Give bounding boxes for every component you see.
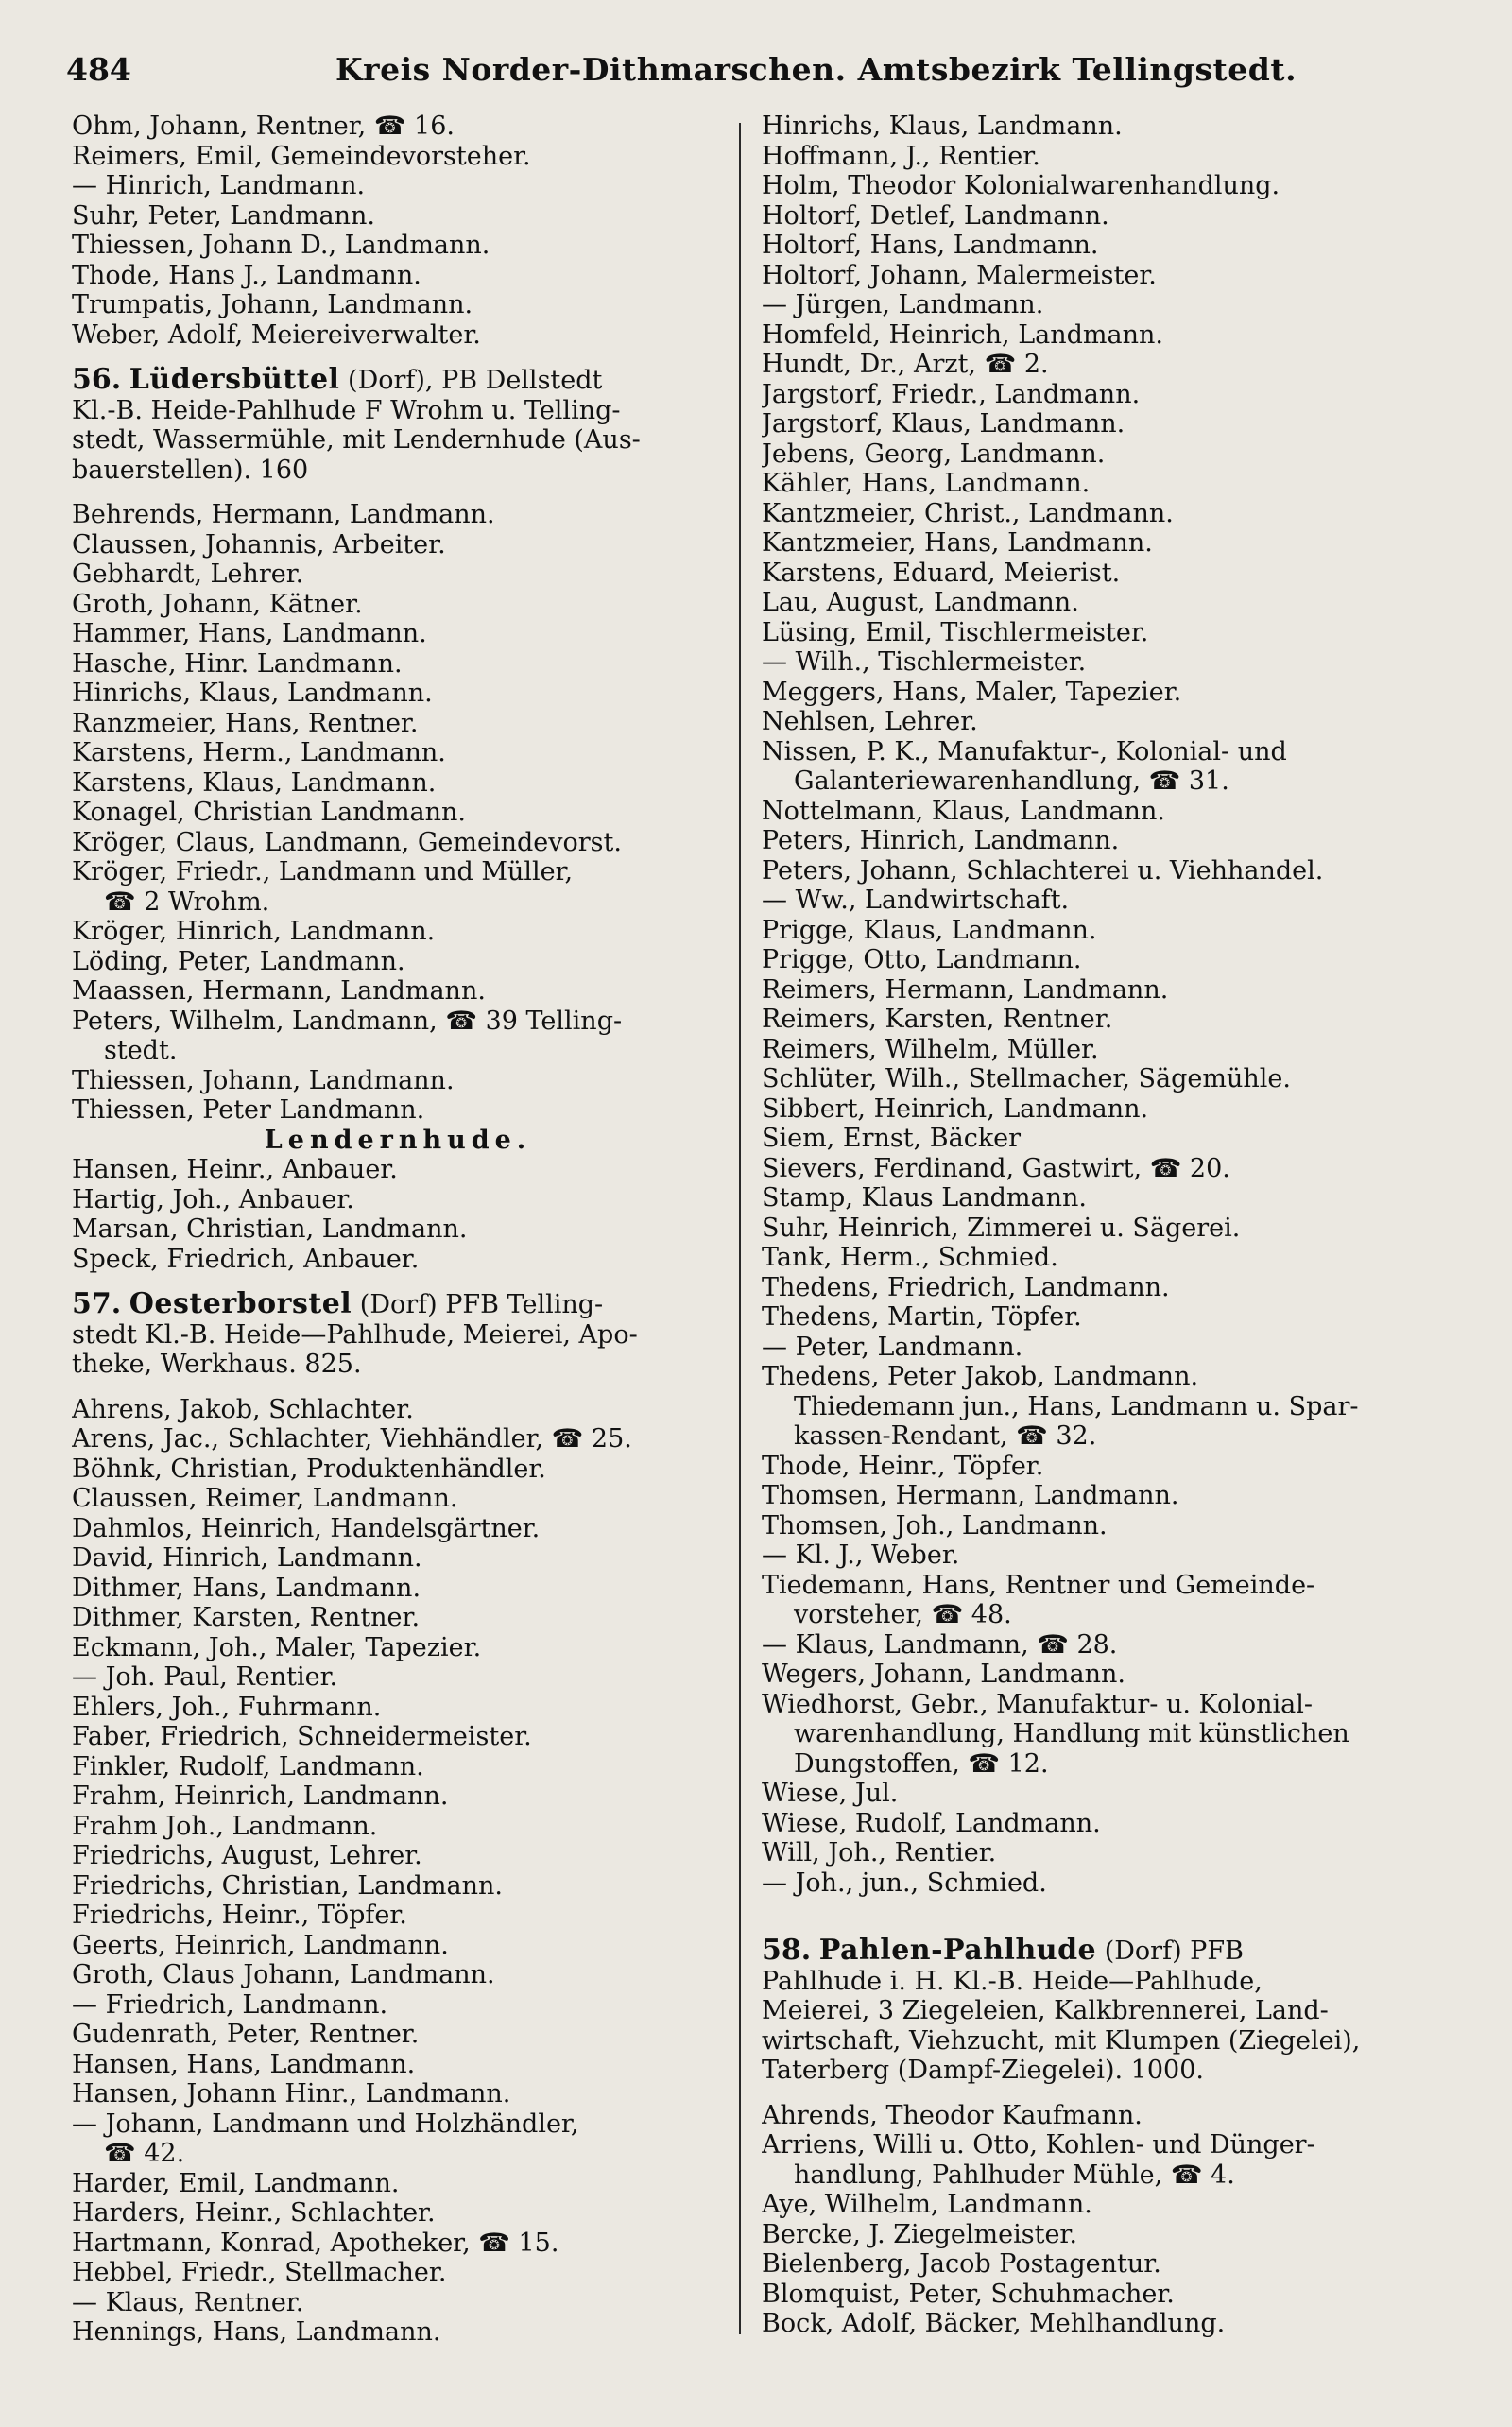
- list-item: Lüsing, Emil, Tischlermeister.: [762, 617, 1149, 647]
- list-item: Gebhardt, Lehrer.: [72, 559, 304, 589]
- right-column: [762, 112, 1442, 2339]
- section-desc: Kl.-B. Heide-Pahlhude F Wrohm u. Telling-: [72, 395, 621, 425]
- list-item: Meggers, Hans, Maler, Tapezier.: [762, 677, 1182, 707]
- list-item: Hansen, Hans, Landmann.: [72, 2049, 416, 2079]
- list-item: Dithmer, Hans, Landmann.: [72, 1573, 421, 1603]
- list-item: Nehlsen, Lehrer.: [762, 707, 978, 736]
- section-desc: wirtschaft, Viehzucht, mit Klumpen (Ziegelei),: [762, 2025, 1361, 2056]
- section-desc: stedt Kl.-B. Heide—Pahlhude, Meierei, Apo-: [72, 1319, 638, 1350]
- list-item: Lau, August, Landmann.: [762, 588, 1079, 617]
- list-item: Dithmer, Karsten, Rentner.: [72, 1603, 421, 1632]
- list-item: Kröger, Friedr., Landmann und Müller,: [72, 857, 574, 886]
- list-item: Thiessen, Johann, Landmann.: [72, 1065, 455, 1095]
- list-item: Thiedemann jun., Hans, Landmann u. Spar-: [794, 1391, 1359, 1421]
- list-item: Wiedhorst, Gebr., Manufaktur- u. Kolonial-: [762, 1689, 1313, 1719]
- list-item: Wegers, Johann, Landmann.: [762, 1660, 1125, 1689]
- list-item: Finkler, Rudolf, Landmann.: [72, 1751, 424, 1782]
- list-item: — Klaus, Rentner.: [72, 2287, 304, 2317]
- list-item: warenhandlung, Handlung mit künstlichen: [794, 1719, 1349, 1748]
- list-item: Homfeld, Heinrich, Landmann.: [762, 319, 1163, 350]
- left-top-list: [72, 112, 724, 350]
- list-item: Hundt, Dr., Arzt, ☎ 2.: [762, 350, 1049, 379]
- section-name: Pahlen-Pahlhude: [818, 1936, 1097, 1967]
- list-item: Wiese, Jul.: [762, 1779, 899, 1808]
- list-item: Jargstorf, Friedr., Landmann.: [762, 379, 1141, 409]
- list-item: Holm, Theodor Kolonialwarenhandlung.: [762, 171, 1280, 200]
- list-item: Hartmann, Konrad, Apotheker, ☎ 15.: [72, 2228, 559, 2258]
- list-item: Harders, Heinr., Schlachter.: [72, 2198, 436, 2228]
- list-item: Claussen, Johannis, Arbeiter.: [72, 529, 446, 559]
- list-item: Will, Joh., Rentier.: [762, 1838, 997, 1868]
- list-item: Thomsen, Joh., Landmann.: [762, 1510, 1108, 1541]
- list-item: Dahmlos, Heinrich, Handelsgärtner.: [72, 1513, 541, 1543]
- list-item: — Peter, Landmann.: [762, 1332, 1023, 1362]
- list-item: Peters, Wilhelm, Landmann, ☎ 39 Telling-: [72, 1006, 623, 1036]
- list-item: kassen-Rendant, ☎ 32.: [794, 1421, 1097, 1451]
- list-item: stedt.: [104, 1036, 178, 1065]
- list-item: Weber, Adolf, Meiereiverwalter.: [72, 319, 481, 350]
- list-item: Karstens, Herm., Landmann.: [72, 738, 446, 767]
- list-item: Prigge, Otto, Landmann.: [762, 945, 1082, 974]
- list-item: Thiessen, Peter Landmann.: [72, 1095, 425, 1125]
- section-desc: Pahlhude i. H. Kl.-B. Heide—Pahlhude,: [762, 1966, 1263, 1996]
- list-item: — Johann, Landmann und Holzhändler,: [72, 2109, 579, 2139]
- list-item: Thode, Heinr., Töpfer.: [762, 1451, 1044, 1481]
- list-item: Nottelmann, Klaus, Landmann.: [762, 796, 1165, 826]
- list-item: Hasche, Hinr. Landmann.: [72, 648, 403, 679]
- section-desc: Meierei, 3 Ziegeleien, Kalkbrennerei, Land-: [762, 1996, 1329, 2025]
- list-item: Suhr, Heinrich, Zimmerei u. Sägerei.: [762, 1213, 1241, 1243]
- list-item: Thedens, Peter Jakob, Landmann.: [762, 1362, 1199, 1391]
- list-item: Speck, Friedrich, Anbauer.: [72, 1244, 420, 1274]
- list-item: Sibbert, Heinrich, Landmann.: [762, 1093, 1149, 1124]
- list-item: Geerts, Heinrich, Landmann.: [72, 1930, 449, 1960]
- list-item: Hebbel, Friedr., Stellmacher.: [72, 2258, 447, 2287]
- list-item: Thiessen, Johann D., Landmann.: [72, 231, 490, 260]
- left-column: [72, 112, 724, 2348]
- list-item: Thedens, Martin, Töpfer.: [762, 1302, 1082, 1332]
- list-item: Eckmann, Joh., Maler, Tapezier.: [72, 1632, 482, 1662]
- section-desc: (Dorf) PFB Telling-: [359, 1290, 604, 1319]
- list-item: Kröger, Hinrich, Landmann.: [72, 917, 436, 946]
- list-item: Behrends, Hermann, Landmann.: [72, 500, 495, 529]
- section-57-entries: [72, 1395, 724, 2348]
- list-item: — Joh. Paul, Rentier.: [72, 1662, 338, 1692]
- list-item: Reimers, Wilhelm, Müller.: [762, 1034, 1099, 1064]
- list-item: Jebens, Georg, Landmann.: [762, 439, 1106, 469]
- list-item: Groth, Johann, Kätner.: [72, 589, 363, 619]
- list-item: Blomquist, Peter, Schuhmacher.: [762, 2279, 1175, 2309]
- list-item: Trumpatis, Johann, Landmann.: [72, 290, 473, 319]
- list-item: Hammer, Hans, Landmann.: [72, 619, 427, 648]
- section-number: 57.: [72, 1289, 122, 1320]
- list-item: — Friedrich, Landmann.: [72, 1989, 388, 2020]
- list-item: Wiese, Rudolf, Landmann.: [762, 1808, 1101, 1838]
- list-item: Tank, Herm., Schmied.: [762, 1243, 1058, 1272]
- list-item: Reimers, Emil, Gemeindevorsteher.: [72, 141, 531, 171]
- list-item: Harder, Emil, Landmann.: [72, 2168, 400, 2198]
- list-item: handlung, Pahlhuder Mühle, ☎ 4.: [794, 2160, 1235, 2190]
- list-item: Friedrichs, August, Lehrer.: [72, 1841, 422, 1870]
- section-number: 56.: [72, 365, 122, 396]
- column-divider: [739, 123, 741, 2334]
- list-item: Hennings, Hans, Landmann.: [72, 2317, 441, 2347]
- list-item: Kantzmeier, Christ., Landmann.: [762, 498, 1174, 528]
- page-number: 484: [66, 51, 131, 88]
- list-item: Löding, Peter, Landmann.: [72, 946, 405, 976]
- section-57: [72, 1289, 724, 1380]
- list-item: Ehlers, Joh., Fuhrmann.: [72, 1692, 382, 1722]
- list-item: Thedens, Friedrich, Landmann.: [762, 1272, 1170, 1302]
- section-desc: (Dorf), PB Dellstedt: [348, 366, 603, 395]
- list-item: Marsan, Christian, Landmann.: [72, 1214, 468, 1244]
- list-item: Tiedemann, Hans, Rentner und Gemeinde-: [762, 1570, 1315, 1600]
- list-item: Hoffmann, J., Rentier.: [762, 141, 1040, 171]
- list-item: Peters, Hinrich, Landmann.: [762, 826, 1120, 855]
- right-top-list: [762, 112, 1442, 1898]
- section-58-entries: [762, 2101, 1442, 2339]
- list-item: — Ww., Landwirtschaft.: [762, 886, 1070, 915]
- page-title: Kreis Norder-Dithmarschen. Amtsbezirk Tellingstedt.: [335, 51, 1297, 88]
- list-item: Ahrends, Theodor Kaufmann.: [762, 2100, 1143, 2130]
- list-item: Ohm, Johann, Rentner, ☎ 16.: [72, 112, 455, 141]
- list-item: Friedrichs, Christian, Landmann.: [72, 1870, 503, 1901]
- list-item: Holtorf, Hans, Landmann.: [762, 231, 1099, 260]
- list-item: Groth, Claus Johann, Landmann.: [72, 1960, 495, 1989]
- list-item: — Jürgen, Landmann.: [762, 290, 1044, 319]
- section-desc: Taterberg (Dampf-Ziegelei). 1000.: [762, 2056, 1204, 2085]
- list-item: Galanteriewarenhandlung, ☎ 31.: [794, 766, 1229, 796]
- section-56-entries: [72, 500, 724, 1126]
- list-item: Hansen, Johann Hinr., Landmann.: [72, 2079, 511, 2109]
- list-item: vorsteher, ☎ 48.: [794, 1600, 1012, 1629]
- list-item: Dungstoffen, ☎ 12.: [794, 1748, 1049, 1779]
- list-item: Karstens, Eduard, Meierist.: [762, 558, 1121, 588]
- list-item: Frahm, Heinrich, Landmann.: [72, 1782, 449, 1811]
- section-desc: stedt, Wassermühle, mit Lendernhude (Aus-: [72, 425, 641, 455]
- list-item: ☎ 42.: [104, 2139, 185, 2168]
- list-item: Karstens, Klaus, Landmann.: [72, 767, 437, 798]
- list-item: — Hinrich, Landmann.: [72, 171, 366, 200]
- list-item: Hartig, Joh., Anbauer.: [72, 1184, 354, 1214]
- list-item: Stamp, Klaus Landmann.: [762, 1183, 1087, 1213]
- list-item: David, Hinrich, Landmann.: [72, 1543, 422, 1573]
- list-item: Bielenberg, Jacob Postagentur.: [762, 2249, 1161, 2279]
- list-item: Ahrens, Jakob, Schlachter.: [72, 1394, 414, 1424]
- list-item: — Joh., jun., Schmied.: [762, 1868, 1047, 1898]
- list-item: Friedrichs, Heinr., Töpfer.: [72, 1901, 407, 1930]
- list-item: Konagel, Christian Landmann.: [72, 798, 467, 827]
- list-item: Claussen, Reimer, Landmann.: [72, 1484, 458, 1513]
- page-header: [66, 42, 1465, 98]
- list-item: Frahm Joh., Landmann.: [72, 1811, 378, 1841]
- list-item: Kantzmeier, Hans, Landmann.: [762, 528, 1153, 558]
- list-item: Schlüter, Wilh., Stellmacher, Sägemühle.: [762, 1064, 1291, 1093]
- list-item: Sievers, Ferdinand, Gastwirt, ☎ 20.: [762, 1153, 1230, 1183]
- list-item: Faber, Friedrich, Schneidermeister.: [72, 1722, 532, 1751]
- section-name: Lüdersbüttel: [129, 365, 340, 396]
- list-item: Holtorf, Johann, Malermeister.: [762, 260, 1157, 290]
- list-item: Gudenrath, Peter, Rentner.: [72, 2020, 420, 2049]
- list-item: Ranzmeier, Hans, Rentner.: [72, 708, 419, 738]
- list-item: Thomsen, Hermann, Landmann.: [762, 1481, 1179, 1510]
- list-item: Maassen, Hermann, Landmann.: [72, 976, 486, 1006]
- list-item: Prigge, Klaus, Landmann.: [762, 915, 1097, 945]
- list-item: — Wilh., Tischlermeister.: [762, 647, 1087, 677]
- section-58: [762, 1936, 1442, 2086]
- list-item: Arens, Jac., Schlachter, Viehhändler, ☎ 25.: [72, 1424, 632, 1454]
- list-item: Kähler, Hans, Landmann.: [762, 469, 1091, 498]
- list-item: Hinrichs, Klaus, Landmann.: [762, 112, 1123, 141]
- list-item: Aye, Wilhelm, Landmann.: [762, 2190, 1092, 2219]
- list-item: — Kl. J., Weber.: [762, 1541, 960, 1570]
- list-item: Bercke, J. Ziegelmeister.: [762, 2219, 1077, 2249]
- list-item: Hinrichs, Klaus, Landmann.: [72, 679, 433, 708]
- list-item: ☎ 2 Wrohm.: [104, 886, 270, 917]
- list-item: Holtorf, Detlef, Landmann.: [762, 200, 1109, 231]
- list-item: Peters, Johann, Schlachterei u. Viehhandel.: [762, 855, 1324, 886]
- subheading: Lendernhude.: [264, 1125, 532, 1155]
- list-item: Hansen, Heinr., Anbauer.: [72, 1155, 398, 1184]
- section-name: Oesterborstel: [129, 1289, 352, 1320]
- section-desc: (Dorf) PFB: [1104, 1936, 1244, 1966]
- section-56-sub-entries: [72, 1155, 724, 1274]
- list-item: Reimers, Karsten, Rentner.: [762, 1005, 1113, 1034]
- section-desc: bauerstellen). 160: [72, 455, 309, 485]
- list-item: Reimers, Hermann, Landmann.: [762, 974, 1169, 1005]
- list-item: — Klaus, Landmann, ☎ 28.: [762, 1629, 1118, 1660]
- list-item: Bock, Adolf, Bäcker, Mehlhandlung.: [762, 2309, 1226, 2338]
- list-item: Thode, Hans J., Landmann.: [72, 260, 421, 290]
- section-56: [72, 365, 724, 485]
- section-desc: theke, Werkhaus. 825.: [72, 1350, 362, 1379]
- list-item: Jargstorf, Klaus, Landmann.: [762, 409, 1125, 439]
- list-item: Nissen, P. K., Manufaktur-, Kolonial- und: [762, 736, 1287, 766]
- list-item: Suhr, Peter, Landmann.: [72, 200, 376, 231]
- list-item: Böhnk, Christian, Produktenhändler.: [72, 1454, 546, 1484]
- list-item: Arriens, Willi u. Otto, Kohlen- und Dünger-: [762, 2130, 1315, 2160]
- section-number: 58.: [762, 1936, 812, 1967]
- list-item: Siem, Ernst, Bäcker: [762, 1124, 1022, 1153]
- list-item: Kröger, Claus, Landmann, Gemeindevorst.: [72, 827, 622, 857]
